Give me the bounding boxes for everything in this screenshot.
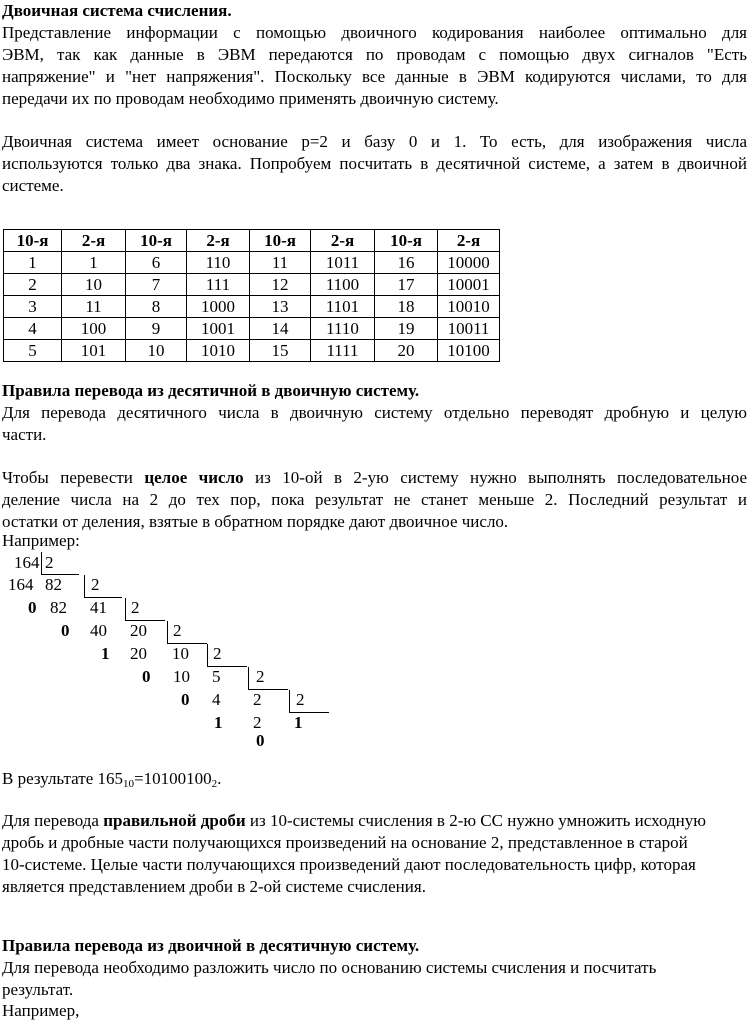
table-cell: 1011	[311, 252, 375, 274]
division-bracket	[207, 644, 208, 666]
table-cell: 101	[62, 340, 126, 362]
product: 164	[8, 575, 34, 594]
divisor: 2	[131, 598, 140, 617]
product: 40	[90, 621, 107, 640]
result-text: =10100100	[134, 769, 212, 788]
table-cell: 1	[4, 252, 62, 274]
remainder: 0	[28, 598, 37, 617]
table-row	[4, 252, 500, 274]
table-cell: 13	[250, 296, 311, 318]
integer-rule-line-3: остатки от деления, взятые в обратном порядке дают двоичное число.	[2, 512, 509, 531]
divisor: 2	[45, 553, 54, 572]
result-text: .	[217, 769, 222, 788]
result-subscript: 2	[211, 778, 218, 790]
fraction-rule-line-3: 10-системе. Целые части получающихся произведений дают последовательность цифр, которая	[2, 855, 696, 874]
division-bracket	[125, 598, 126, 620]
remainder: 1	[214, 713, 223, 732]
division-bracket	[84, 575, 85, 597]
table-cell: 1110	[311, 318, 375, 340]
product: 20	[130, 644, 147, 663]
dividend: 164	[14, 553, 40, 572]
product: 4	[212, 690, 221, 709]
base-line-3: системе.	[2, 176, 64, 195]
table-cell: 4	[4, 318, 62, 340]
division-bracket	[167, 621, 168, 643]
table-cell: 6	[126, 252, 187, 274]
divisor: 2	[213, 644, 222, 663]
table-cell: 1	[62, 252, 126, 274]
table-cell: 17	[375, 274, 438, 296]
table-cell: 3	[4, 296, 62, 318]
base-line-2: используются только два знака. Попробуем посчитать в десятичной системе, а затем в двоичной	[2, 154, 747, 173]
table-cell: 1101	[311, 296, 375, 318]
rules-dec-to-bin-heading: Правила перевода из десятичной в двоичную систему.	[2, 381, 420, 400]
table-cell: 110	[187, 252, 250, 274]
table-cell: 10100	[438, 340, 500, 362]
table-cell: 10	[62, 274, 126, 296]
table-header: 10-я	[250, 230, 311, 252]
intro-line-1: Представление информации с помощью двоичного кодирования наиболее оптимально для	[2, 23, 747, 42]
base-line-1: Двоичная система имеет основание p=2 и базу 0 и 1. То есть, для изображения числа	[2, 132, 747, 151]
table-cell: 2	[4, 274, 62, 296]
table-cell: 7	[126, 274, 187, 296]
quotient: 82	[45, 575, 62, 594]
table-cell: 19	[375, 318, 438, 340]
divisor: 2	[256, 667, 265, 686]
intro-line-3: напряжение" и "нет напряжения". Поскольку все данные в ЭВМ кодируются числами, то для	[2, 67, 747, 86]
remainder: 0	[256, 731, 265, 750]
table-cell: 8	[126, 296, 187, 318]
table-row	[4, 296, 500, 318]
table-cell: 12	[250, 274, 311, 296]
table-cell: 18	[375, 296, 438, 318]
integer-rule-line-1	[2, 467, 747, 489]
division-bracket	[167, 643, 207, 644]
product: 82	[50, 598, 67, 617]
table-cell: 1010	[187, 340, 250, 362]
quotient: 20	[130, 621, 147, 640]
fraction-rule-bold: правильной дроби	[103, 811, 246, 830]
table-row	[4, 274, 500, 296]
product: 10	[173, 667, 190, 686]
remainder: 0	[61, 621, 70, 640]
rules-dec-to-bin-line-2: части.	[2, 425, 47, 444]
table-header-row	[4, 230, 500, 252]
integer-rule-bold: целое число	[144, 468, 244, 487]
table-header: 2-я	[438, 230, 500, 252]
table-cell: 16	[375, 252, 438, 274]
table-header: 2-я	[187, 230, 250, 252]
table-cell: 5	[4, 340, 62, 362]
division-bracket	[289, 690, 290, 712]
table-cell: 111	[187, 274, 250, 296]
fraction-rule-text: из 10-системы счисления в 2-ю СС нужно умножить исходную	[245, 811, 706, 830]
division-bracket	[125, 620, 165, 621]
table-header: 10-я	[4, 230, 62, 252]
table-cell: 1100	[311, 274, 375, 296]
table-header: 10-я	[375, 230, 438, 252]
divisor: 2	[173, 621, 182, 640]
table-header: 10-я	[126, 230, 187, 252]
division-bracket	[84, 597, 122, 598]
fraction-rule-line-4: является представлением дроби в 2-ой системе счисления.	[2, 877, 426, 896]
table-cell: 11	[62, 296, 126, 318]
divisor: 2	[296, 690, 305, 709]
quotient: 10	[172, 644, 189, 663]
rules-bin-to-dec-line-3: Например,	[2, 1001, 80, 1020]
fraction-rule-line-2: дробь и дробные части получающихся произведений на основание 2, представленное в старой	[2, 833, 688, 852]
table-cell: 10	[126, 340, 187, 362]
division-bracket	[248, 667, 249, 689]
integer-rule-text: из 10-ой в 2-ую систему нужно выполнять последовательное	[243, 468, 747, 487]
table-cell: 1111	[311, 340, 375, 362]
table-row	[4, 340, 500, 362]
intro-line-4: передачи их по проводам необходимо применять двоичную систему.	[2, 89, 499, 108]
integer-rule-line-2: деление числа на 2 до тех пор, пока результат не станет меньше 2. Последний результат и	[2, 490, 747, 509]
integer-rule-text: Чтобы перевести	[2, 468, 145, 487]
table-header: 2-я	[62, 230, 126, 252]
rules-bin-to-dec-line-2: результат.	[2, 980, 74, 999]
division-bracket	[248, 689, 288, 690]
table-row	[4, 318, 500, 340]
rules-bin-to-dec-heading: Правила перевода из двоичной в десятичную систему.	[2, 936, 420, 955]
table-cell: 10001	[438, 274, 500, 296]
quotient: 41	[90, 598, 107, 617]
remainder: 0	[181, 690, 190, 709]
division-bracket	[207, 666, 247, 667]
remainder: 1	[101, 644, 110, 663]
table-cell: 11	[250, 252, 311, 274]
product: 2	[253, 713, 262, 732]
quotient: 5	[212, 667, 221, 686]
long-division-diagram	[0, 548, 360, 748]
intro-line-2: ЭВМ, так как данные в ЭВМ передаются по проводам с помощью двух сигналов "Есть	[2, 45, 747, 64]
table-cell: 14	[250, 318, 311, 340]
quotient: 2	[253, 690, 262, 709]
division-bracket	[41, 552, 42, 574]
table-cell: 9	[126, 318, 187, 340]
table-cell: 20	[375, 340, 438, 362]
decimal-binary-table	[3, 229, 500, 362]
result-text: В результате 165	[2, 769, 124, 788]
table-cell: 1000	[187, 296, 250, 318]
table-header: 2-я	[311, 230, 375, 252]
table-cell: 15	[250, 340, 311, 362]
fraction-rule-line-1	[2, 810, 706, 832]
example-label: Например:	[2, 531, 80, 550]
divisor: 2	[91, 575, 100, 594]
table-cell: 10011	[438, 318, 500, 340]
result-subscript: 10	[123, 778, 135, 790]
table-cell: 1001	[187, 318, 250, 340]
remainder: 0	[142, 667, 151, 686]
division-bracket	[41, 574, 79, 575]
table-cell: 10000	[438, 252, 500, 274]
quotient: 1	[294, 713, 303, 732]
table-cell: 100	[62, 318, 126, 340]
rules-dec-to-bin-line-1: Для перевода десятичного числа в двоичную систему отдельно переводят дробную и целую	[2, 403, 747, 422]
rules-bin-to-dec-line-1: Для перевода необходимо разложить число по основанию системы счисления и посчитать	[2, 958, 657, 977]
fraction-rule-text: Для перевода	[2, 811, 104, 830]
table-cell: 10010	[438, 296, 500, 318]
division-bracket	[289, 712, 329, 713]
result-line	[2, 768, 221, 790]
page-title: Двоичная система счисления.	[2, 1, 232, 20]
